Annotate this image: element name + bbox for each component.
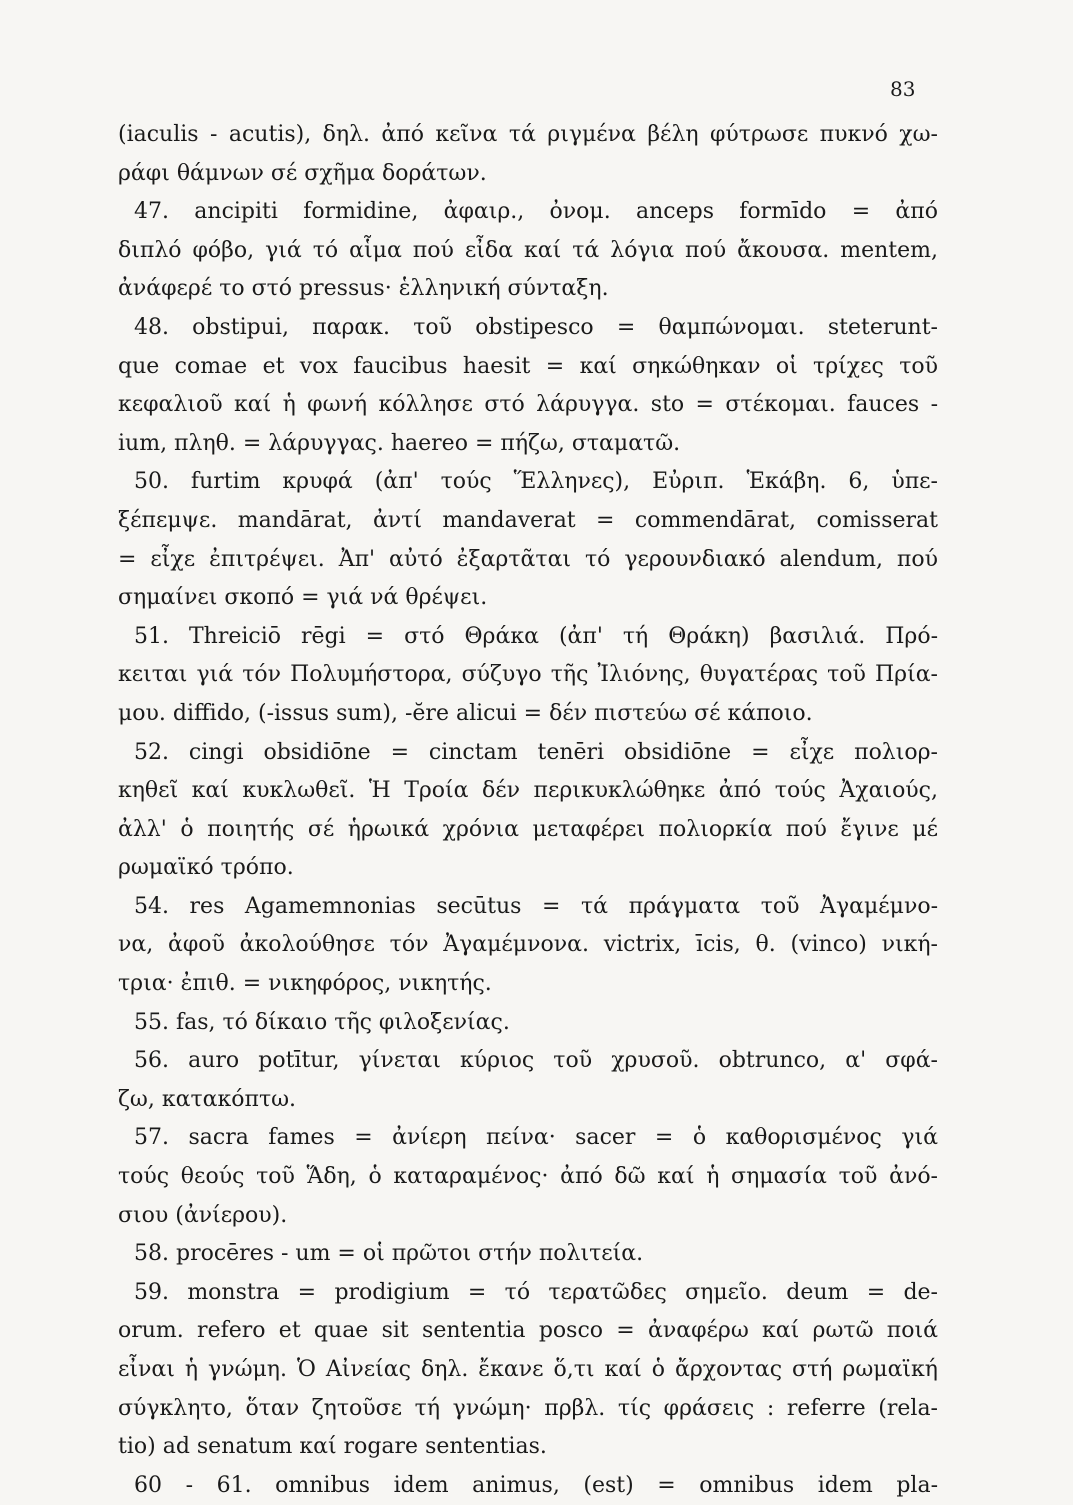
text-line: 57. sacra fames = ἀνίερη πείνα· sacer = ὁ καθορισμένος γιά bbox=[134, 1125, 938, 1151]
text-line: 48. obstipui, παρακ. τοῦ obstipesco = θαμπώνομαι. steterunt- bbox=[134, 314, 938, 340]
text-line: = εἶχε ἐπιτρέψει. Ἀπ' αὐτό ἐξαρτᾶται τό γερουνδιακό alendum, πού bbox=[118, 546, 938, 572]
text-line: orum. refero et quae sit sententia posco = ἀναφέρω καί ρωτῶ ποιά bbox=[118, 1318, 938, 1344]
text-line: ράφι θάμνων σέ σχῆμα δοράτων. bbox=[118, 160, 487, 186]
text-line: ξέπεμψε. mandārat, ἀντί mandaverat = commendārat, comisserat bbox=[118, 507, 938, 533]
text-line: ρωμαϊκό τρόπο. bbox=[118, 855, 294, 881]
text-line: 47. ancipiti formidine, ἀφαιρ., ὀνομ. anceps formīdo = ἀπό bbox=[134, 199, 938, 225]
text-line: 60 - 61. omnibus idem animus, (est) = omnibus idem pla- bbox=[134, 1472, 938, 1498]
text-line: (iaculis - acutis), δηλ. ἀπό κεῖνα τά ριγμένα βέλη φύτρωσε πυκνό χω- bbox=[118, 122, 938, 147]
text-line: κειται γιά τόν Πολυμήστορα, σύζυγο τῆς Ἰλιόνης, θυγατέρας τοῦ Πρία- bbox=[118, 662, 938, 688]
text-line: σιου (ἀνίερου). bbox=[118, 1202, 288, 1228]
text-line: κηθεῖ καί κυκλωθεῖ. Ἡ Τροία δέν περικυκλώθηκε ἀπό τούς Ἀχαιούς, bbox=[118, 778, 938, 804]
text-line: ἀνάφερέ το στό pressus· ἑλληνική σύνταξη. bbox=[118, 276, 609, 302]
text-line: σημαίνει σκοπό = γιά νά θρέψει. bbox=[118, 585, 488, 611]
text-line: εἶναι ἡ γνώμη. Ὁ Αἰνείας δηλ. ἔκανε ὅ,τι καί ὁ ἄρχοντας στή ρωμαϊκή bbox=[118, 1357, 938, 1382]
text-line: 51. Threiciō rēgi = στό Θράκα (ἀπ' τή Θράκη) βασιλιά. Πρό- bbox=[134, 623, 938, 649]
text-line: σύγκλητο, ὅταν ζητοῦσε τή γνώμη· πρβλ. τίς φράσεις : referre (rela- bbox=[118, 1395, 938, 1421]
text-line: 56. auro potītur, γίνεται κύριος τοῦ χρυσοῦ. obtrunco, α' σφά- bbox=[134, 1048, 938, 1074]
text-line: μου. diffido, (-issus sum), -ĕre alicui = δέν πιστεύω σέ κάποιο. bbox=[118, 700, 813, 726]
text-line: 54. res Agamemnonias secūtus = τά πράγματα τοῦ Ἀγαμέμνο- bbox=[134, 893, 938, 919]
text-line: τρια· ἐπιθ. = νικηφόρος, νικητής. bbox=[118, 971, 492, 997]
text-line: να, ἀφοῦ ἀκολούθησε τόν Ἀγαμέμνονα. victrix, īcis, θ. (vinco) νική- bbox=[118, 932, 938, 958]
text-line: que comae et vox faucibus haesit = καί σηκώθηκαν οἱ τρίχες τοῦ bbox=[118, 353, 938, 379]
text-line: 50. furtim κρυφά (ἀπ' τούς Ἕλληνες), Εὐριπ. Ἑκάβη. 6, ὑπε- bbox=[134, 469, 938, 495]
text-line: 58. procēres - um = οἱ πρῶτοι στήν πολιτεία. bbox=[134, 1241, 644, 1267]
text-line: ium, πληθ. = λάρυγγας. haereo = πήζω, σταματῶ. bbox=[118, 430, 681, 456]
page-number: 83 bbox=[890, 77, 916, 101]
text-line: tio) ad senatum καί rogare sententias. bbox=[118, 1434, 547, 1460]
text-line: 52. cingi obsidiōne = cinctam tenēri obsidiōne = εἶχε πολιορ- bbox=[134, 739, 938, 765]
text-line: 59. monstra = prodigium = τό τερατῶδες σημεῖο. deum = de- bbox=[134, 1279, 938, 1305]
text-line: 55. fas, τό δίκαιο τῆς φιλοξενίας. bbox=[134, 1009, 510, 1035]
text-line: κεφαλιοῦ καί ἡ φωνή κόλλησε στό λάρυγγα. sto = στέκομαι. fauces - bbox=[118, 392, 938, 418]
text-line: διπλό φόβο, γιά τό αἷμα πού εἶδα καί τά λόγια πού ἄκουσα. mentem, bbox=[118, 237, 938, 263]
text-line: τούς θεούς τοῦ Ἅδη, ὁ καταραμένος· ἀπό δῶ καί ἡ σημασία τοῦ ἀνό- bbox=[118, 1164, 938, 1190]
text-line: ἀλλ' ὁ ποιητής σέ ἡρωικά χρόνια μεταφέρει πολιορκία πού ἔγινε μέ bbox=[118, 816, 938, 842]
commentary-text bbox=[118, 116, 938, 1505]
text-line: ζω, κατακόπτω. bbox=[118, 1086, 297, 1112]
